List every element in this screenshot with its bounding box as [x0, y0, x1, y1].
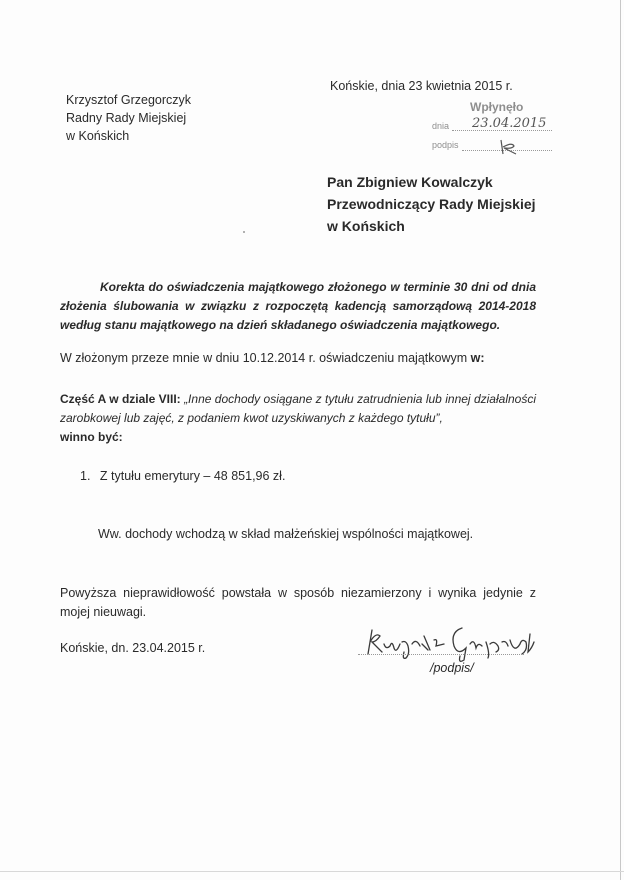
scan-edge-right [620, 0, 621, 880]
list-item-number: 1. [80, 469, 91, 483]
letter-subject: Korekta do oświadczenia majątkowego złożonego w terminie 30 dni od dnia złożenia ślubowania w związku z rozpoczętą kadencją samorządową 2014-2018 według stanu majątkowego na dzień składanego oświadczenia majątkowego. [60, 280, 536, 332]
part-label: Część A w dziale VIII: [60, 392, 181, 406]
recipient-city: w Końskich [327, 218, 405, 234]
list-item [80, 468, 285, 484]
stamp-title: Wpłynęło [470, 100, 524, 114]
handwritten-signature [350, 620, 550, 664]
stamp-sign-label: podpis [432, 140, 459, 150]
scan-speck [243, 231, 245, 233]
stamp-date-label: dnia [432, 121, 450, 131]
part-quote: „Inne dochody osiągane z tytułu zatrudnienia lub innej działalności zarobkowej lub zajęć, z podaniem kwot uzyskiwanych z każdego tytułu”, [60, 392, 536, 425]
part-paragraph [60, 390, 536, 447]
intro-paragraph [60, 350, 536, 366]
stamp-initials-mark [498, 138, 520, 156]
intro-text: W złożonym przeze mnie w dniu 10.12.2014 r. oświadczeniu majątkowym [60, 351, 468, 365]
part-should-be: winno być: [60, 430, 123, 444]
scan-edge-bottom [0, 871, 624, 872]
stamp-date-value: 23.04.2015 [472, 116, 547, 131]
closing-paragraph: Powyższa nieprawidłowość powstała w sposób niezamierzony i wynika jedynie z mojej nieuwagi. [60, 586, 536, 619]
sender-name: Krzysztof Grzegorczyk [66, 93, 192, 107]
footer-place-date: Końskie, dn. 23.04.2015 r. [60, 641, 206, 655]
sender-city: w Końskich [66, 129, 130, 143]
signature-line [358, 654, 524, 655]
place-date: Końskie, dnia 23 kwietnia 2015 r. [330, 79, 513, 93]
recipient-name: Pan Zbigniew Kowalczyk [327, 174, 493, 190]
intro-bold: w: [470, 351, 485, 365]
note-paragraph: Ww. dochody wchodzą w skład małżeńskiej wspólności majątkowej. [98, 527, 474, 541]
recipient-title: Przewodniczący Rady Miejskiej [327, 196, 536, 212]
sender-title: Radny Rady Miejskiej [66, 111, 187, 125]
signature-label: /podpis/ [430, 661, 474, 675]
list-item-text: Z tytułu emerytury – 48 851,96 zł. [99, 469, 286, 483]
